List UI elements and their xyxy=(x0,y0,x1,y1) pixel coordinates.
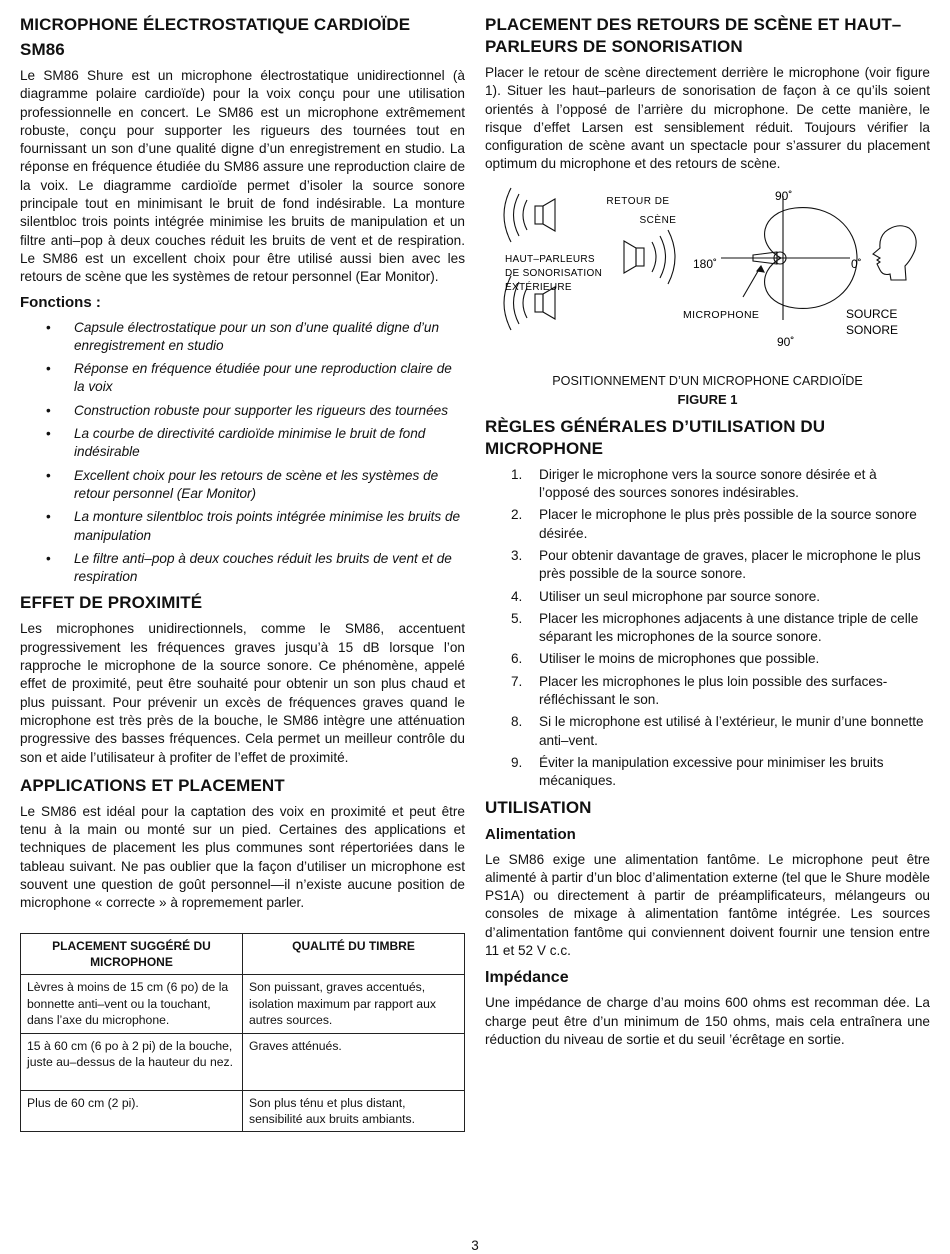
proximity-paragraph: Les microphones unidirectionnels, comme le SM86, accentuent progressivement les fréquences graves jusqu’à 15 dB lorsque l’on rapproche le microphone de la source sonore. Ce phénomène, appelé effet de proximité, peut être souhaité pour obtenir un son plus chaud et plus puissant. Pour prévenir un excès de fréquences graves quand le microphone est très près de la bouche, le SM86 intègre une atténuation progressive des basses fréquences. Cela permet un meilleur contrôle du son et aide l’utilisateur à profiter de l’effet de proximité. xyxy=(20,621,465,765)
intro-paragraph: Le SM86 Shure est un microphone électrostatique unidirectionnel (à diagramme polaire cardioïde) pour la voix conçu pour une utilisation professionnelle en concert. Le SM86 est un microphone extrêmement robuste, conçu pour supporter les rigueurs des tournées tout en fournissant un son d’une qualité digne d’un enregistrement en studio. La réponse en fréquence étudiée du SM86 assure une reproduction claire de la voix. Le diagramme cardioïde permet d’isoler la source sonore principale tout en minimisant le bruit de fond indésirable. La monture silentbloc trois points intégrée minimise les bruits de manipulation et un filtre anti–pop à deux couches réduit les bruits de vent et de respiration. Le SM86 est un excellent choix pour être utilisé aussi bien avec les retours de scène que les systèmes de retour personnel (Ear Monitor). xyxy=(20,68,465,285)
figure-1-diagram xyxy=(485,182,930,372)
label-0: 0˚ xyxy=(851,256,862,271)
bullet-icon: • xyxy=(46,402,51,418)
functions-list-item: • Excellent choix pour les retours de scène et les systèmes de retour personnel (Ear Monitor) xyxy=(46,467,439,501)
left-column xyxy=(20,14,465,1132)
label-hp-2: DE SONORISATION xyxy=(505,267,603,279)
label-hp-1: HAUT–PARLEURS xyxy=(505,253,595,265)
table-header-timbre: QUALITÉ DU TIMBRE xyxy=(243,933,465,975)
impedance-paragraph: Une impédance de charge d’au moins 600 ohms est recomman dée. La charge peut être d’un minimum de 150 ohms, mais cela entraînera une réduction du niveau de sortie et du seuil ’écrêtage en sortie. xyxy=(485,995,930,1047)
bullet-icon: • xyxy=(46,361,51,377)
table-cell: Lèvres à moins de 15 cm (6 po) de la bonnette anti–vent ou la touchant, dans l’axe du microphone. xyxy=(21,975,243,1033)
rules-list-item: 2. Placer le microphone le plus près possible de la source sonore désirée. xyxy=(511,507,917,541)
functions-list-item: • La monture silentbloc trois points intégrée minimise les bruits de manipulation xyxy=(46,509,461,543)
functions-list-item: • Construction robuste pour supporter les rigueurs des tournées xyxy=(20,402,465,420)
rules-list-item: 8. Si le microphone est utilisé à l’extérieur, le munir d’une bonnette anti–vent. xyxy=(511,714,924,748)
applications-paragraph: Le SM86 est idéal pour la captation des voix en proximité et peut être tenu à la main ou monté sur un pied. Certaines des applications et techniques de placement les plus communes sont répertoriées dans le tableau suivant. Ne pas oublier que la façon d’utiliser un microphone est souvent une question de goût personnel—il n’existe aucune position de microphone « correcte » à ropremement parler. xyxy=(20,803,465,911)
bullet-icon: • xyxy=(46,319,51,335)
rules-list-item: 6. Utiliser le moins de microphones que possible. xyxy=(511,651,820,667)
label-retour: RETOUR DE xyxy=(606,195,670,207)
label-scene: SCÈNE xyxy=(639,214,677,226)
alimentation-heading: Alimentation xyxy=(485,825,576,843)
table-row xyxy=(21,975,465,1033)
proximity-heading: EFFET DE PROXIMITÉ xyxy=(20,593,203,613)
head-silhouette xyxy=(873,226,916,280)
speaker-top-icon xyxy=(504,188,555,242)
alimentation-paragraph: Le SM86 exige une alimentation fantôme. Le microphone peut être alimenté à partir d’un bloc d’alimentation externe (tel que le Shure modèle PS1A) ou directement à partir de préamplificateurs, mélangeurs ou consoles de mixage à alimentation fantôme intégrée. Les sources d’alimentation fantôme qui conviennent doivent fournir une tension entre 11 et 52 V c.c. xyxy=(485,851,930,959)
functions-list xyxy=(20,319,465,587)
table-header-row xyxy=(21,933,465,975)
table-header-placement: PLACEMENT SUGGÉRÉ DU MICROPHONE xyxy=(21,933,243,975)
table-row xyxy=(21,1090,465,1132)
applications-heading: APPLICATIONS ET PLACEMENT xyxy=(20,775,285,795)
stage-monitor-icon xyxy=(624,230,675,284)
rules-list-item: 3. Pour obtenir davantage de graves, placer le microphone le plus près possible de la source sonore. xyxy=(511,547,921,582)
bullet-icon: • xyxy=(46,467,51,483)
rules-list xyxy=(485,466,930,791)
figure-caption: POSITIONNEMENT D’UN MICROPHONE CARDIOÏDE xyxy=(552,373,863,388)
rules-list-item: 1. Diriger le microphone vers la source sonore désirée et à l’opposé des sources sonores indésirables. xyxy=(511,466,877,501)
table-cell: 15 à 60 cm (6 po à 2 pi) de la bouche, juste au–dessus de la hauteur du nez. xyxy=(21,1033,243,1090)
bullet-icon: • xyxy=(46,509,51,525)
rules-list-item: 4. Utiliser un seul microphone par source sonore. xyxy=(511,588,821,604)
rules-list-item: 5. Placer les microphones adjacents à une distance triple de celle séparant les microphones de la source sonore. xyxy=(511,610,919,645)
rules-heading: RÈGLES GÉNÉRALES D’UTILISATION DU MICROPHONE xyxy=(485,416,826,458)
table-cell: Plus de 60 cm (2 pi). xyxy=(21,1090,243,1132)
placement-table xyxy=(20,933,465,1133)
label-hp-3: EXTÉRIEURE xyxy=(505,281,572,293)
label-180: 180˚ xyxy=(693,256,718,271)
right-column xyxy=(485,14,930,1049)
functions-heading: Fonctions : xyxy=(20,293,101,311)
functions-list-item: • La courbe de directivité cardioïde minimise le bruit de fond indésirable xyxy=(46,426,426,460)
functions-list-item: • Le filtre anti–pop à deux couches réduit les bruits de vent et de respiration xyxy=(46,550,452,585)
table-row xyxy=(21,1033,465,1090)
table-cell: Graves atténués. xyxy=(243,1033,465,1090)
model-title: SM86 xyxy=(20,40,65,59)
functions-list-item: • Réponse en fréquence étudiée pour une reproduction claire de la voix xyxy=(46,361,452,395)
bullet-icon: • xyxy=(46,426,51,442)
impedance-heading: Impédance xyxy=(485,969,569,987)
placement-paragraph: Placer le retour de scène directement derrière le microphone (voir figure 1). Situer les haut–parleurs de sonorisation de façon à ce qu’ils soient orientés à l’opposé de l’arrière du microphone. De cette manière, le risque d’effet Larsen est sensiblement réduit. Toujours vérifier la configuration de scène avant un spectacle pour s’assurer du placement optimum du microphone et des retours de scène. xyxy=(485,65,930,172)
label-source-2: SONORE xyxy=(846,322,899,337)
utilisation-heading: UTILISATION xyxy=(485,797,592,817)
figure-label: FIGURE 1 xyxy=(677,391,738,407)
functions-list-item: • Capsule électrostatique pour un son d’une qualité digne d’un enregistrement en studio xyxy=(46,319,440,353)
main-title: MICROPHONE ÉLECTROSTATIQUE CARDIOÏDE xyxy=(20,15,411,34)
label-90-top: 90˚ xyxy=(775,188,793,203)
placement-heading: PLACEMENT DES RETOURS DE SCÈNE ET HAUT–PARLEURS DE SONORISATION xyxy=(485,15,902,56)
rules-list-item: 9. Éviter la manipulation excessive pour minimiser les bruits mécaniques. xyxy=(511,754,884,789)
bullet-icon: • xyxy=(46,550,51,566)
label-microphone: MICROPHONE xyxy=(683,308,760,321)
page-number: 3 xyxy=(471,1238,479,1253)
label-source-1: SOURCE xyxy=(846,306,898,321)
cardioid-diagram-svg xyxy=(485,182,930,372)
rules-list-item: 7. Placer les microphones le plus loin possible des surfaces- réfléchissant le son. xyxy=(511,673,888,708)
table-cell: Son plus ténu et plus distant, sensibilité aux bruits ambiants. xyxy=(243,1090,465,1132)
label-90-bottom: 90˚ xyxy=(777,334,795,349)
table-cell: Son puissant, graves accentués, isolation maximum par rapport aux autres sources. xyxy=(243,975,465,1033)
